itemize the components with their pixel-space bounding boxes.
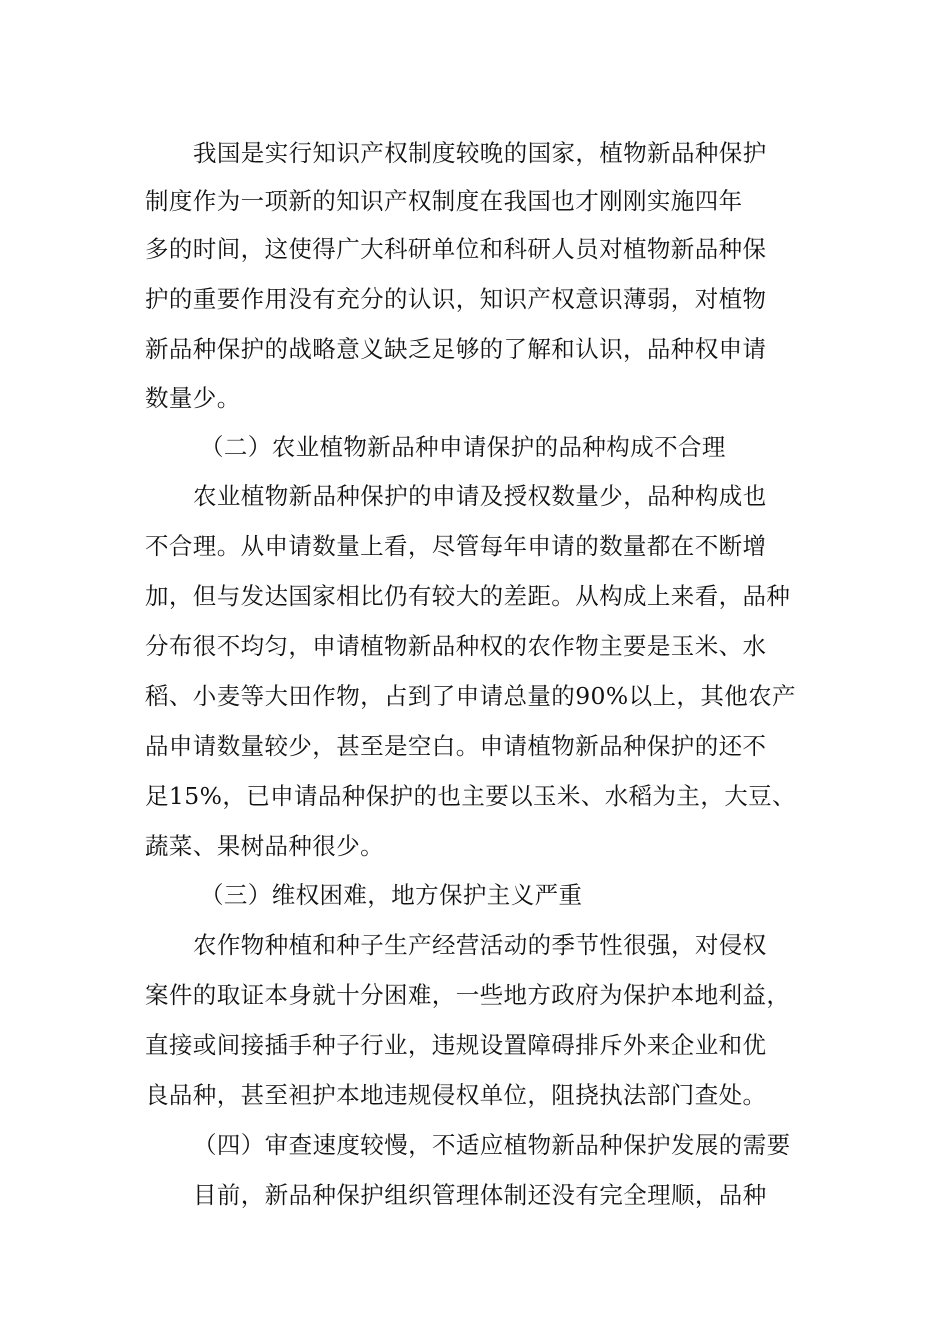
paragraph-1-line-6: 数量少。 — [145, 384, 241, 412]
paragraph-2-line-3: 加，但与发达国家相比仍有较大的差距。从构成上来看，品种 — [145, 582, 791, 610]
paragraph-1-line-5: 新品种保护的战略意义缺乏足够的了解和认识，品种权申请 — [145, 335, 767, 363]
paragraph-2-line-4: 分布很不均匀，申请植物新品种权的农作物主要是玉米、水 — [145, 632, 767, 660]
paragraph-3-line-4: 良品种，甚至袒护本地违规侵权单位，阻挠执法部门查处。 — [145, 1081, 767, 1109]
paragraph-2-line-8: 蔬菜、果树品种很少。 — [145, 832, 384, 860]
paragraph-2-line-7: 足15%，已申请品种保护的也主要以玉米、水稻为主，大豆、 — [145, 782, 796, 810]
paragraph-2-line-5: 稻、小麦等大田作物，占到了申请总量的90%以上，其他农产 — [145, 682, 796, 710]
paragraph-3-line-1: 农作物种植和种子生产经营活动的季节性很强，对侵权 — [193, 931, 767, 959]
paragraph-2-line-6: 品申请数量较少，甚至是空白。申请植物新品种保护的还不 — [145, 732, 767, 760]
section-heading-2: （二）农业植物新品种申请保护的品种构成不合理 — [200, 433, 726, 461]
paragraph-1-line-3: 多的时间，这使得广大科研单位和科研人员对植物新品种保 — [145, 235, 767, 263]
section-heading-3: （三）维权困难，地方保护主义严重 — [200, 881, 583, 909]
paragraph-3-line-3: 直接或间接插手种子行业，违规设置障碍排斥外来企业和优 — [145, 1031, 767, 1059]
paragraph-4-line-1: 目前，新品种保护组织管理体制还没有完全理顺，品种 — [193, 1181, 767, 1209]
paragraph-3-line-2: 案件的取证本身就十分困难，一些地方政府为保护本地利益， — [145, 981, 791, 1009]
paragraph-1-line-2: 制度作为一项新的知识产权制度在我国也才刚刚实施四年 — [145, 187, 743, 215]
paragraph-2-line-2: 不合理。从申请数量上看，尽管每年申请的数量都在不断增 — [145, 532, 767, 560]
paragraph-2-line-1: 农业植物新品种保护的申请及授权数量少，品种构成也 — [193, 482, 767, 510]
paragraph-1-line-4: 护的重要作用没有充分的认识，知识产权意识薄弱，对植物 — [145, 285, 767, 313]
paragraph-1-line-1: 我国是实行知识产权制度较晚的国家，植物新品种保护 — [193, 139, 767, 167]
section-heading-4: （四）审查速度较慢，不适应植物新品种保护发展的需要 — [193, 1131, 791, 1159]
